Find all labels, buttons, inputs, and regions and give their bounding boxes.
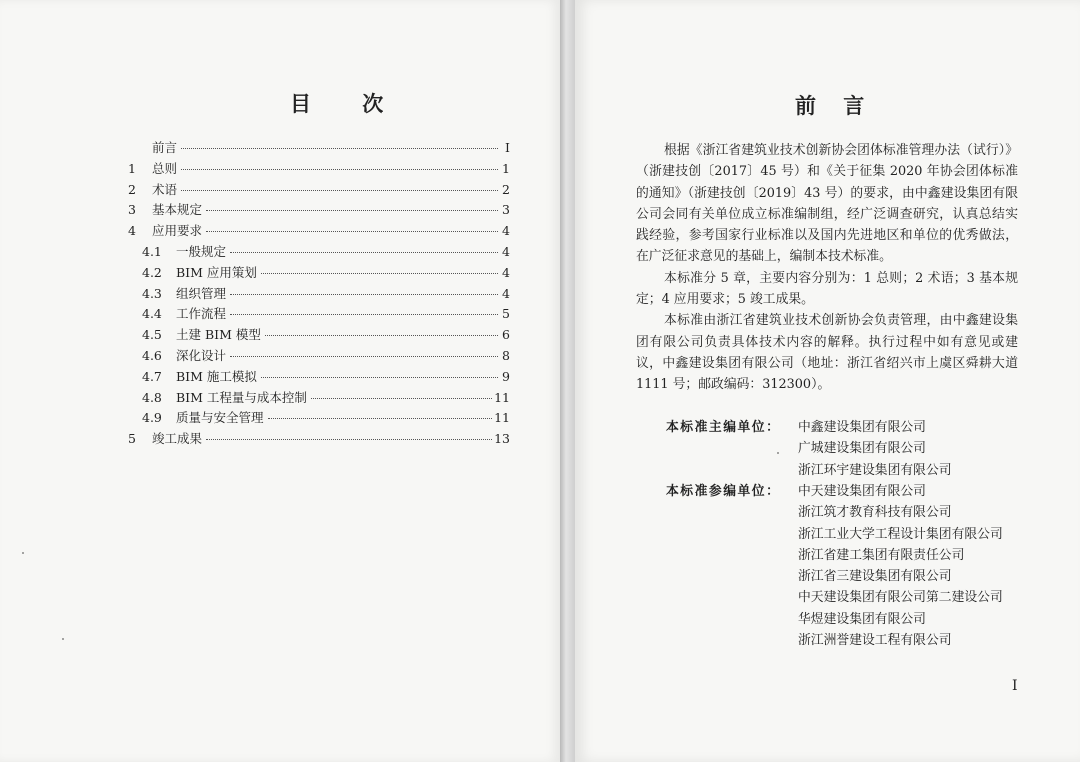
toc-entry — [128, 367, 510, 388]
toc-entry-label: 深化设计 — [176, 347, 227, 363]
toc-entry-page: 2 — [502, 181, 510, 197]
list-item: 浙江工业大学工程设计集团有限公司 — [798, 526, 1003, 542]
table-of-contents — [128, 138, 510, 450]
toc-entry-number: 4.4 — [142, 306, 162, 322]
toc-entry — [128, 284, 510, 305]
toc-entry — [128, 388, 510, 409]
toc-entry-number: 4.6 — [142, 347, 162, 363]
toc-leader-dots — [230, 293, 498, 295]
toc-entry — [128, 304, 510, 325]
toc-title: 目 次 — [290, 92, 406, 116]
page-number: I — [1012, 678, 1018, 694]
toc-entry — [128, 263, 510, 284]
toc-entry-page: 3 — [502, 202, 510, 218]
toc-entry-number: 4.9 — [142, 410, 162, 426]
toc-entry-page: 6 — [502, 327, 510, 343]
foreword-title: 前 言 — [795, 94, 875, 118]
toc-entry-page: 11 — [494, 389, 510, 405]
toc-entry-label: BIM 施工模拟 — [176, 368, 257, 384]
list-item: 浙江筑才教育科技有限公司 — [798, 505, 952, 521]
toc-entry-label: 工作流程 — [176, 306, 227, 322]
toc-entry — [128, 408, 510, 429]
participant-list — [798, 481, 1003, 651]
toc-entry-number: 4.8 — [142, 389, 162, 405]
toc-entry — [128, 429, 510, 450]
scan-speck — [777, 452, 779, 454]
toc-entry-number: 3 — [128, 202, 136, 218]
toc-entry-number: 2 — [128, 181, 136, 197]
toc-entry-label: 应用要求 — [152, 223, 203, 239]
toc-leader-dots — [268, 417, 493, 419]
toc-entry-page: 11 — [494, 410, 510, 426]
foreword-paragraph: 本标准由浙江省建筑业技术创新协会负责管理，由中鑫建设集团有限公司负责具体技术内容的解释。执行过程中如有意见或建议，中鑫建设集团有限公司（地址：浙江省绍兴市上虞区舜耕大道 1111 号；邮政编码：312300）。 — [636, 313, 1018, 393]
toc-entry-number: 4.3 — [142, 285, 162, 301]
chief-editor-label: 本标准主编单位： — [666, 420, 781, 435]
toc-leader-dots — [206, 230, 498, 232]
toc-entry-page: 13 — [494, 431, 510, 447]
toc-entry-number: 1 — [128, 160, 136, 176]
toc-entry-label: 总则 — [152, 160, 178, 176]
foreword-paragraph: 根据《浙江省建筑业技术创新协会团体标准管理办法（试行）》（浙建技创〔2017〕45 号）和《关于征集 2020 年协会团体标准的通知》（浙建技创〔2019〕43 号）的要求，由中鑫建设集团有限公司会同有关单位成立标准编制组，经广泛调查研究，认真总结实践经验，参考国家行业标准以及国内先进地区和单位的优秀做法，在广泛征求意见的基础上，编制本技术标准。 — [636, 143, 1018, 265]
toc-entry-page: 4 — [502, 223, 510, 239]
toc-leader-dots — [261, 376, 498, 378]
scan-speck — [22, 552, 24, 554]
toc-entry-label: 质量与安全管理 — [176, 410, 264, 426]
toc-entry-label: 土建 BIM 模型 — [176, 327, 261, 343]
toc-entry-page: I — [505, 140, 510, 155]
toc-entry-label: BIM 应用策划 — [176, 264, 257, 280]
toc-entry — [128, 138, 510, 159]
list-item: 广城建设集团有限公司 — [798, 441, 926, 457]
toc-entry-page: 1 — [502, 160, 510, 176]
list-item: 浙江洲誉建设工程有限公司 — [798, 633, 952, 649]
foreword-paragraph: 本标准分 5 章，主要内容分别为：1 总则；2 术语；3 基本规定；4 应用要求；5 竣工成果。 — [636, 270, 1018, 308]
list-item: 浙江省建工集团有限责任公司 — [798, 547, 965, 563]
book-gutter — [560, 0, 575, 762]
toc-entry-page: 4 — [502, 243, 510, 259]
toc-entry-page: 4 — [502, 285, 510, 301]
toc-entry-number: 4.7 — [142, 368, 162, 384]
toc-entry-page: 9 — [502, 368, 510, 384]
toc-leader-dots — [311, 397, 492, 399]
chief-editor-list — [798, 417, 952, 481]
list-item: 浙江环宇建设集团有限公司 — [798, 462, 952, 478]
toc-entry-label: BIM 工程量与成本控制 — [176, 389, 307, 405]
toc-entry — [128, 221, 510, 242]
toc-entry-page: 8 — [502, 347, 510, 363]
toc-entry-number: 4.2 — [142, 264, 162, 280]
toc-leader-dots — [265, 334, 498, 336]
foreword-body — [636, 140, 1018, 396]
toc-entry — [128, 180, 510, 201]
toc-entry-number: 4.5 — [142, 327, 162, 343]
toc-leader-dots — [261, 272, 498, 274]
toc-leader-dots — [230, 313, 498, 315]
toc-leader-dots — [181, 168, 498, 170]
list-item: 中天建设集团有限公司第二建设公司 — [798, 590, 1003, 606]
toc-leader-dots — [181, 189, 498, 191]
toc-entry-number: 5 — [128, 431, 136, 447]
toc-entry-label: 一般规定 — [176, 243, 227, 259]
toc-entry — [128, 325, 510, 346]
toc-leader-dots — [230, 251, 498, 253]
toc-entry — [128, 346, 510, 367]
toc-entry-label: 竣工成果 — [152, 431, 203, 447]
participant-label: 本标准参编单位： — [666, 484, 781, 499]
toc-entry-number: 4 — [128, 223, 136, 239]
toc-entry-page: 4 — [502, 264, 510, 280]
toc-entry — [128, 242, 510, 263]
toc-entry-label: 组织管理 — [176, 285, 227, 301]
toc-leader-dots — [206, 209, 498, 211]
toc-entry-page: 5 — [502, 306, 510, 322]
toc-leader-dots — [206, 438, 492, 440]
list-item: 华煜建设集团有限公司 — [798, 611, 926, 627]
toc-entry — [128, 159, 510, 180]
toc-entry-label: 基本规定 — [152, 202, 203, 218]
list-item: 浙江省三建设集团有限公司 — [798, 569, 952, 585]
toc-leader-dots — [230, 355, 498, 357]
toc-entry-label: 前言 — [152, 140, 178, 155]
toc-leader-dots — [181, 147, 498, 149]
list-item: 中天建设集团有限公司 — [798, 484, 926, 499]
list-item: 中鑫建设集团有限公司 — [798, 420, 926, 435]
scan-speck — [62, 638, 64, 640]
toc-entry-label: 术语 — [152, 181, 178, 197]
toc-entry-number: 4.1 — [142, 243, 162, 259]
toc-entry — [128, 200, 510, 221]
